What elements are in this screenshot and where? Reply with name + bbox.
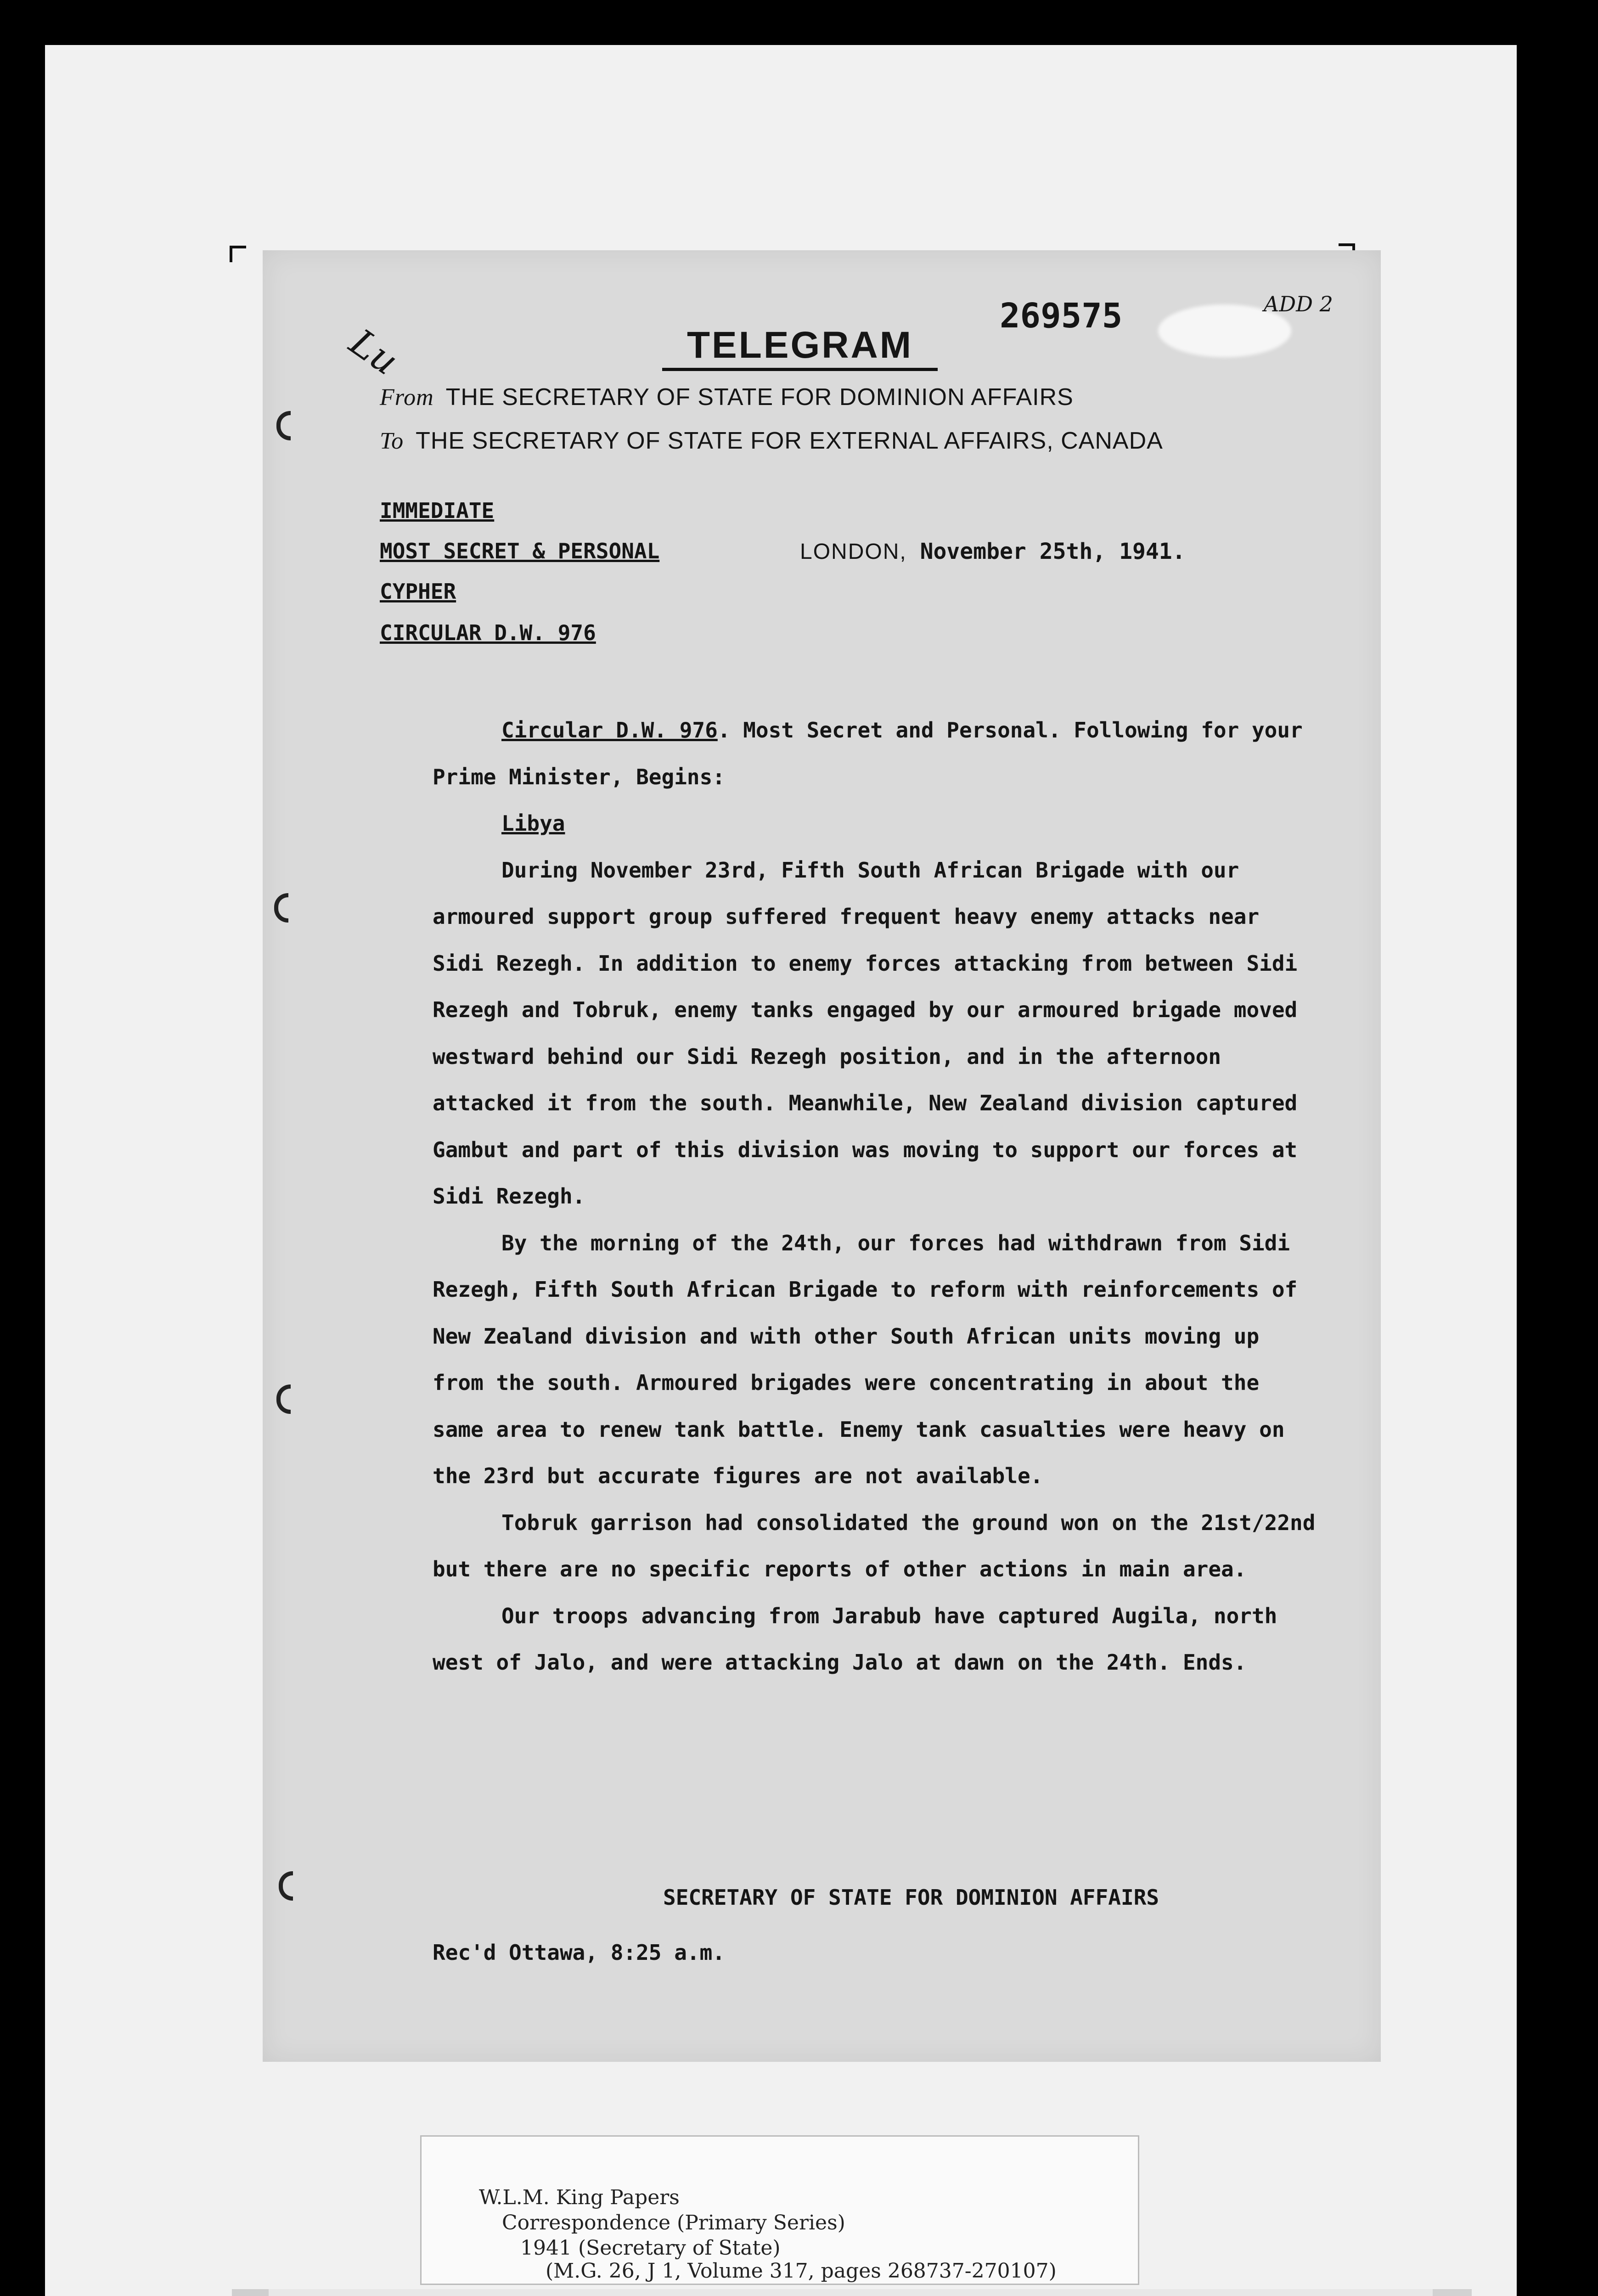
to-line	[380, 427, 1163, 455]
intro-paragraph	[433, 707, 1321, 800]
circular-reference: Circular D.W. 976	[501, 718, 718, 743]
margin-scribble: ADD 2	[1264, 292, 1333, 316]
dateline-city: LONDON,	[800, 540, 907, 564]
crop-mark-top-left	[230, 246, 246, 262]
header-immediate: IMMEDIATE	[380, 498, 495, 523]
intro-text: . Most Secret and Personal. Following for your Prime Minister, Begins:	[433, 718, 1303, 789]
citation-line: 1941 (Secretary of State)	[520, 2236, 781, 2260]
dateline	[800, 539, 1186, 564]
header-circular: CIRCULAR D.W. 976	[380, 620, 596, 645]
handwritten-initial: Lu	[342, 321, 406, 383]
body-paragraph: Tobruk garrison had consolidated the ground won on the 21st/22nd but there are no specific reports of other actions in main area.	[433, 1510, 1316, 1581]
body-paragraph: During November 23rd, Fifth South African Brigade with our armoured support group suffered frequent heavy enemy attacks near Sidi Rezegh. In addition to enemy forces attacking from between Sidi Rezegh and Tobruk, enemy tanks engaged by our armoured brigade moved westward behind our Sidi Rezegh position, and in the afternoon attacked it from the south. Meanwhile, New Zealand division captured Gambut and part of this division was moving to support our forces at Sidi Rezegh.	[433, 857, 1298, 1209]
signature-line: SECRETARY OF STATE FOR DOMINION AFFAIRS	[663, 1885, 1159, 1910]
from-prefix: From	[380, 384, 434, 411]
to-text: THE SECRETARY OF STATE FOR EXTERNAL AFFAIRS, CANADA	[416, 428, 1163, 454]
punch-hole	[276, 1384, 291, 1414]
telegram-title: TELEGRAM	[662, 324, 938, 371]
dateline-date: November 25th, 1941.	[920, 539, 1186, 564]
citation-line: Correspondence (Primary Series)	[502, 2211, 845, 2234]
archives-stamp	[232, 2289, 1472, 2296]
from-line	[380, 383, 1074, 411]
body-paragraph: By the morning of the 24th, our forces had withdrawn from Sidi Rezegh, Fifth South African Brigade to reform with reinforcements of New Zealand division and with other South African units moving up from the south. Armoured brigades were concentrating in about the same area to renew tank battle. Enemy tank casualties were heavy on the 23rd but accurate figures are not available.	[433, 1230, 1298, 1488]
section-title: Libya	[501, 811, 565, 836]
header-cypher: CYPHER	[380, 579, 456, 604]
citation-line: W.L.M. King Papers	[479, 2186, 680, 2209]
document-number: 269575	[1000, 296, 1123, 336]
punch-hole	[274, 893, 288, 923]
received-line: Rec'd Ottawa, 8:25 a.m.	[433, 1940, 725, 1965]
stamp-edge-left	[232, 2289, 269, 2296]
section-heading	[433, 800, 1321, 847]
telegram-sheet	[263, 250, 1381, 2062]
citation-label	[420, 2135, 1139, 2285]
stamp-edge-right	[1433, 2289, 1472, 2296]
message-body	[433, 707, 1321, 1686]
punch-hole	[279, 1871, 293, 1901]
from-text: THE SECRETARY OF STATE FOR DOMINION AFFAIRS	[445, 384, 1074, 411]
punch-hole	[276, 411, 291, 440]
body-paragraph: Our troops advancing from Jarabub have captured Augila, north west of Jalo, and were attacking Jalo at dawn on the 24th. Ends.	[433, 1603, 1277, 1675]
citation-line: (M.G. 26, J 1, Volume 317, pages 268737-270107)	[546, 2259, 1057, 2283]
header-classification: MOST SECRET & PERSONAL	[380, 539, 660, 563]
to-prefix: To	[380, 428, 404, 454]
